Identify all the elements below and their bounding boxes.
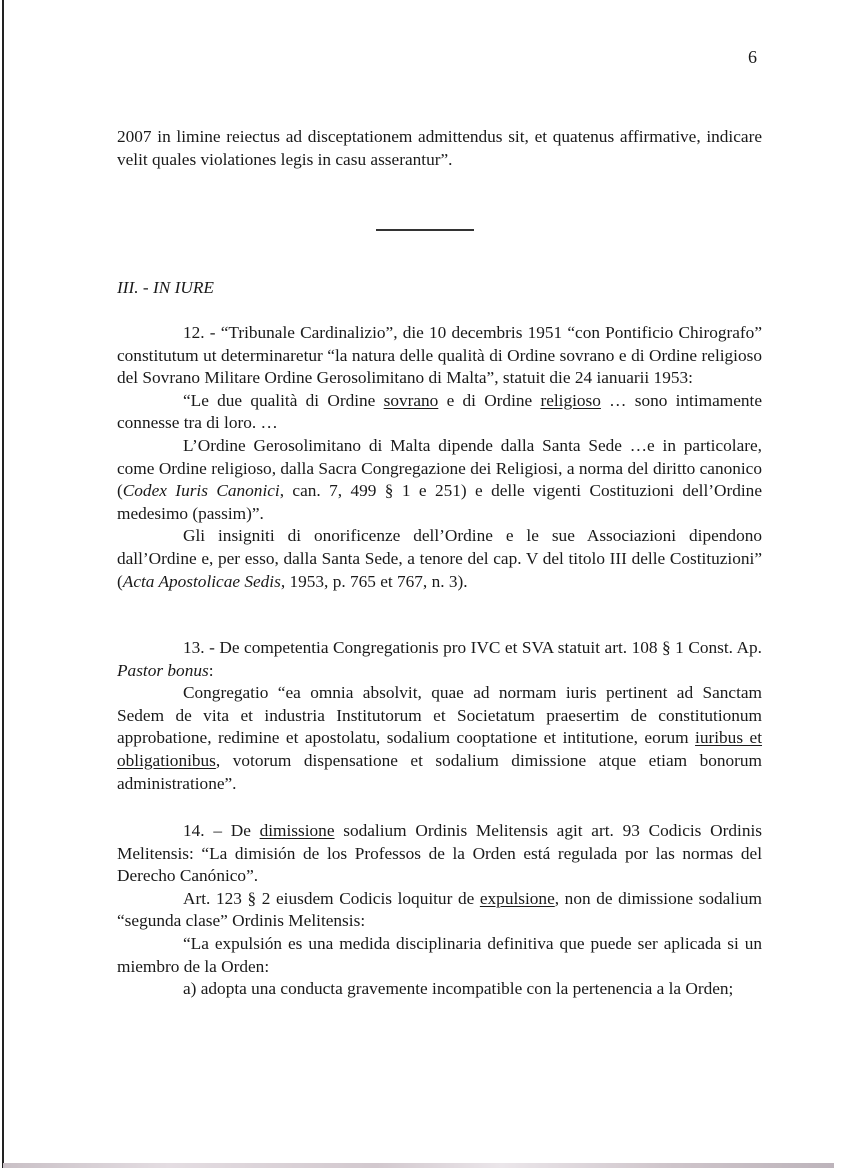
paragraph-13: [117, 637, 762, 795]
text-span: , can. 7, 499 § 1 e 251) e delle vigenti Costituzioni dell’Ordine medesimo (passim)”.: [117, 481, 762, 523]
text-span: , votorum dispensatione et sodalium dimissione atque etiam bonorum administratione”.: [117, 750, 762, 793]
citation-title: Pastor bonus: [117, 660, 209, 680]
text-span: Congregatio “ea omnia absolvit, quae ad normam iuris pertinent ad Sanctam Sedem de vita et industria Institutorum et Societatum praesertim de constitutionum approbatione, redimine et apostolatu, sodalium cooptatione et intitutione, eorum: [117, 683, 762, 748]
underlined-term: dimissione: [259, 821, 335, 840]
underlined-term: sovrano: [383, 390, 439, 410]
p12-quote-2: [117, 435, 762, 525]
p13-quote: [117, 682, 762, 795]
text-span: , non de dimissione sodalium “segunda clase” Ordinis Melitensis:: [117, 888, 762, 931]
citation-title: Codex Iuris Canonici: [122, 481, 280, 501]
section-heading: III. - IN IURE: [117, 278, 214, 297]
text-span: e di Ordine: [438, 390, 541, 410]
intro-text: 2007 in limine reiectus ad disceptationem admittendus sit, et quatenus affirmative, indicare velit quales violationes legis in casu asserantur”.: [117, 127, 762, 169]
text-span: sodalium Ordinis Melitensis agit art. 93 Codicis Ordinis Melitensis: “La dimisión de los Professos de la Orden está regulada por las normas del Derecho Canónico”.: [117, 821, 762, 886]
text-span: Gli insigniti di onorificenze dell’Ordine e le sue Associazioni dipendono dall’Ordine e, per esso, dalla Santa Sede, a tenore del cap. V del titolo III delle Costituzioni” (: [117, 526, 762, 591]
p14-article: [117, 888, 762, 933]
scan-left-edge: [2, 0, 4, 1168]
p13-lead: [117, 637, 762, 682]
text-span: “Le due qualità di Ordine: [183, 390, 384, 410]
text-span: , 1953, p. 765 et 767, n. 3).: [280, 571, 468, 591]
p12-lead: 12. - “Tribunale Cardinalizio”, die 10 decembris 1951 “con Pontificio Chirografo” constitutum ut determinaretur “la natura delle qualità di Ordine sovrano e di Ordine religioso del Sovrano Militare Ordine Gerosolimitano di Malta”, statuit die 24 ianuarii 1953:: [117, 323, 762, 388]
p14-item-a: a) adopta una conducta gravemente incompatible con la pertenencia a la Orden;: [183, 979, 734, 999]
citation-title: Acta Apostolicae Sedis: [122, 571, 281, 591]
text-span: L’Ordine Gerosolimitano di Malta dipende dalla Santa Sede …e in particolare, come Ordine religioso, dalla Sacra Congregazione dei Religiosi, a norma del diritto canonico (: [117, 435, 762, 501]
text-span: … sono intimamente connesse tra di loro. …: [117, 390, 762, 433]
underlined-term: religioso: [540, 390, 601, 410]
paragraph-12: [117, 322, 762, 593]
paragraph-14: [117, 820, 762, 1001]
p14-quote: “La expulsión es una medida disciplinaria definitiva que puede ser aplicada si un miembro de la Orden:: [117, 933, 762, 976]
text-span: 13. - De competentia Congregationis pro IVC et SVA statuit art. 108 § 1 Const. Ap.: [183, 638, 762, 657]
section-divider: [376, 229, 474, 231]
text-span: 14. – De: [183, 821, 260, 840]
text-span: Art. 123 § 2 eiusdem Codicis loquitur de: [183, 888, 480, 908]
underlined-term: iuribus et obligationibus: [117, 728, 763, 770]
p12-quote-3: [117, 525, 762, 593]
scan-bottom-edge: [3, 1163, 834, 1168]
intro-paragraph: [117, 126, 762, 171]
underlined-term: expulsione: [479, 888, 555, 908]
p12-quote-1: [117, 390, 762, 435]
page-number: 6: [748, 47, 757, 67]
text-span: :: [208, 660, 214, 680]
p14-lead: [117, 820, 762, 888]
